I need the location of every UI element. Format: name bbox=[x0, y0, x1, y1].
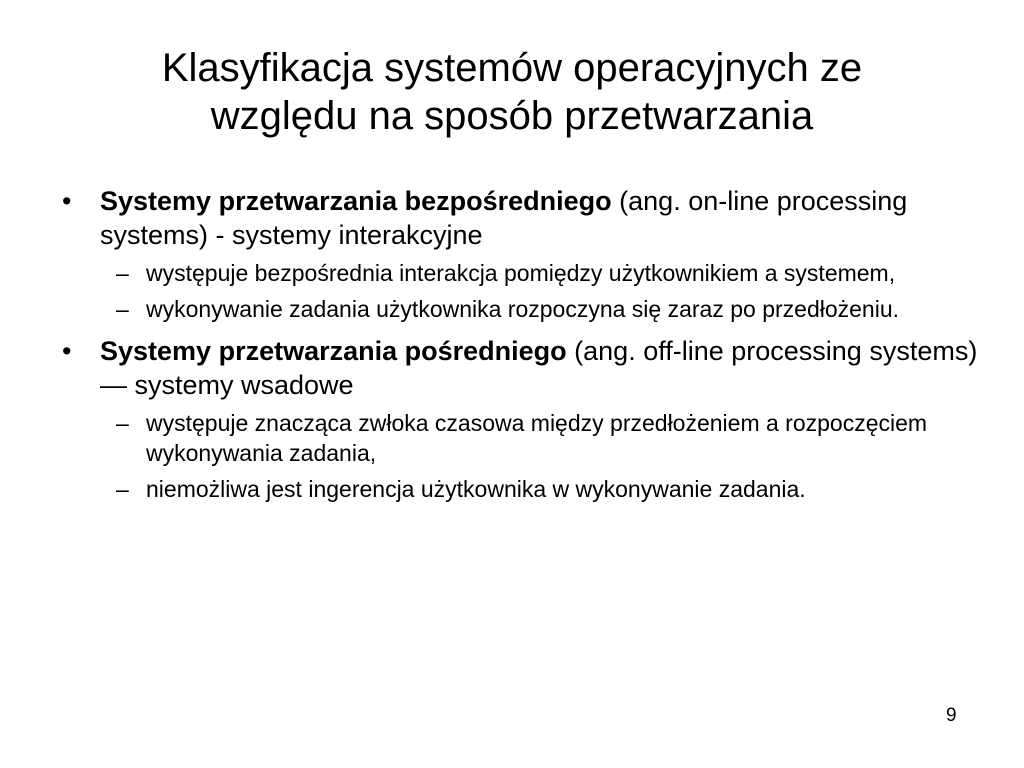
sub-item-text: niemożliwa jest ingerencja użytkownika w wykonywanie zadania. bbox=[146, 476, 806, 502]
bullet-bold-text: Systemy przetwarzania bezpośredniego bbox=[100, 186, 612, 216]
sub-item-text: występuje znacząca zwłoka czasowa między przedłożeniem a rozpoczęciem wykonywania zadania, bbox=[146, 410, 928, 466]
sub-item bbox=[58, 474, 978, 504]
sub-item-text: występuje bezpośrednia interakcja pomiędzy użytkownikiem a systemem, bbox=[146, 260, 896, 286]
slide-content bbox=[58, 184, 978, 514]
bullet-item bbox=[58, 184, 978, 252]
slide-title bbox=[60, 44, 964, 140]
bullet-bold-text: Systemy przetwarzania pośredniego bbox=[100, 336, 567, 366]
slide-title-line-2: względu na sposób przetwarzania bbox=[210, 94, 814, 138]
bullet-item bbox=[58, 334, 978, 402]
bullet-marker: • bbox=[62, 186, 72, 216]
slide-title-line-1: Klasyfikacja systemów operacyjnych ze bbox=[161, 46, 863, 90]
page-number: 9 bbox=[946, 705, 957, 726]
sub-list bbox=[58, 408, 978, 504]
sub-marker: – bbox=[116, 260, 129, 286]
bullet-text: (ang. off-line processing systems) — systemy wsadowe bbox=[100, 336, 978, 400]
bullet-marker: • bbox=[62, 336, 72, 366]
sub-marker: – bbox=[116, 476, 129, 502]
sub-marker: – bbox=[116, 410, 129, 436]
sub-item bbox=[58, 258, 978, 288]
sub-item-text: wykonywanie zadania użytkownika rozpoczyna się zaraz po przedłożeniu. bbox=[146, 296, 900, 322]
sub-item bbox=[58, 294, 978, 324]
bullet-text: (ang. on-line processing systems) - systemy interakcyjne bbox=[100, 186, 908, 250]
sub-marker: – bbox=[116, 296, 129, 322]
sub-list bbox=[58, 258, 978, 324]
sub-item bbox=[58, 408, 978, 468]
